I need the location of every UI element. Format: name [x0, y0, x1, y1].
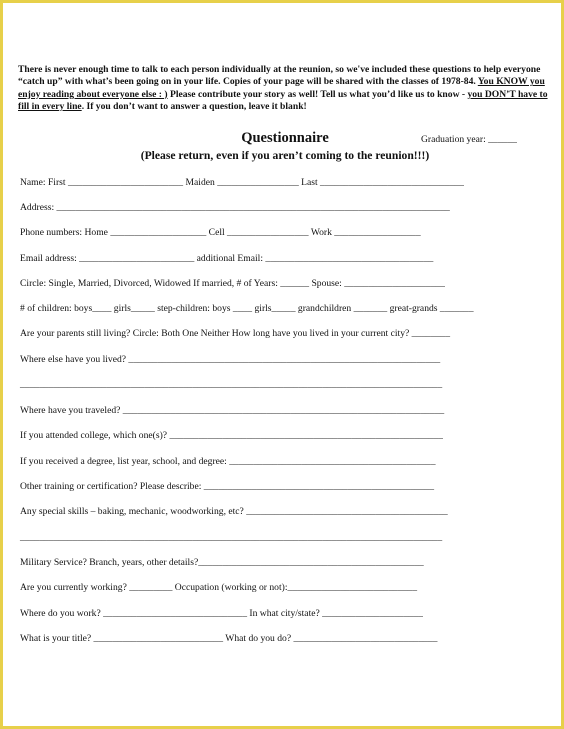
intro-text-2: Please contribute your story as well! Tell us what you’d like us to know - [167, 88, 468, 100]
graduation-year-field[interactable]: Graduation year: ______ [421, 134, 517, 145]
training-row[interactable]: Other training or certification? Please describe: ________________________________________________ [20, 481, 435, 492]
phone-row[interactable]: Phone numbers: Home ____________________ Cell _________________ Work __________________ [20, 227, 421, 238]
page-title: Questionnaire [241, 130, 329, 146]
address-row[interactable]: Address: __________________________________________________________________________________ [20, 202, 450, 213]
traveled-row[interactable]: Where have you traveled? ___________________________________________________________________ [20, 405, 445, 416]
skills-cont-row[interactable]: ________________________________________________________________________________________ [20, 532, 443, 543]
intro-text-1: There is never enough time to talk to each person individually at the reunion, so we've included these questions to help everyone “catch up” with what’s been going on in your life. Copies of your page will be shared with the classes of 1978-84. [18, 64, 541, 88]
military-row[interactable]: Military Service? Branch, years, other details?_______________________________________________ [20, 557, 424, 568]
where-work-row[interactable]: Where do you work? ______________________________ In what city/state? _____________________ [20, 608, 423, 619]
intro-underlined-2: you DON’T have to fill in every line [18, 88, 548, 113]
page-subtitle: (Please return, even if you aren’t coming to the reunion!!!) [140, 149, 430, 162]
circle-status-row[interactable]: Circle: Single, Married, Divorced, Widowed If married, # of Years: ______ Spouse: _____________________ [20, 278, 445, 289]
children-row[interactable]: # of children: boys____ girls_____ step-children: boys ____ girls_____ grandchildren _______ great-grands _______ [20, 303, 474, 314]
where-else-cont-row[interactable]: ________________________________________________________________________________________ [20, 379, 443, 390]
parents-row[interactable]: Are your parents still living? Circle: Both One Neither How long have you lived in your current city? ________ [20, 328, 451, 339]
degree-row[interactable]: If you received a degree, list year, school, and degree: ___________________________________________ [20, 456, 436, 467]
intro-text-3: . If you don’t want to answer a question, leave it blank! [81, 101, 307, 113]
email-row[interactable]: Email address: ________________________ additional Email: ___________________________________ [20, 253, 434, 264]
intro-paragraph [18, 64, 550, 114]
college-row[interactable]: If you attended college, which one(s)? _________________________________________________________ [20, 430, 443, 441]
name-row[interactable]: Name: First ________________________ Maiden _________________ Last ______________________________ [20, 177, 464, 188]
title-row[interactable]: What is your title? ___________________________ What do you do? ______________________________ [20, 633, 438, 644]
skills-row[interactable]: Any special skills – baking, mechanic, woodworking, etc? __________________________________________ [20, 506, 448, 517]
where-else-row[interactable]: Where else have you lived? _________________________________________________________________ [20, 354, 441, 365]
intro-underlined-1: You KNOW you enjoy reading about everyone else : ) [18, 76, 545, 100]
working-row[interactable]: Are you currently working? _________ Occupation (working or not):___________________________ [20, 582, 418, 593]
